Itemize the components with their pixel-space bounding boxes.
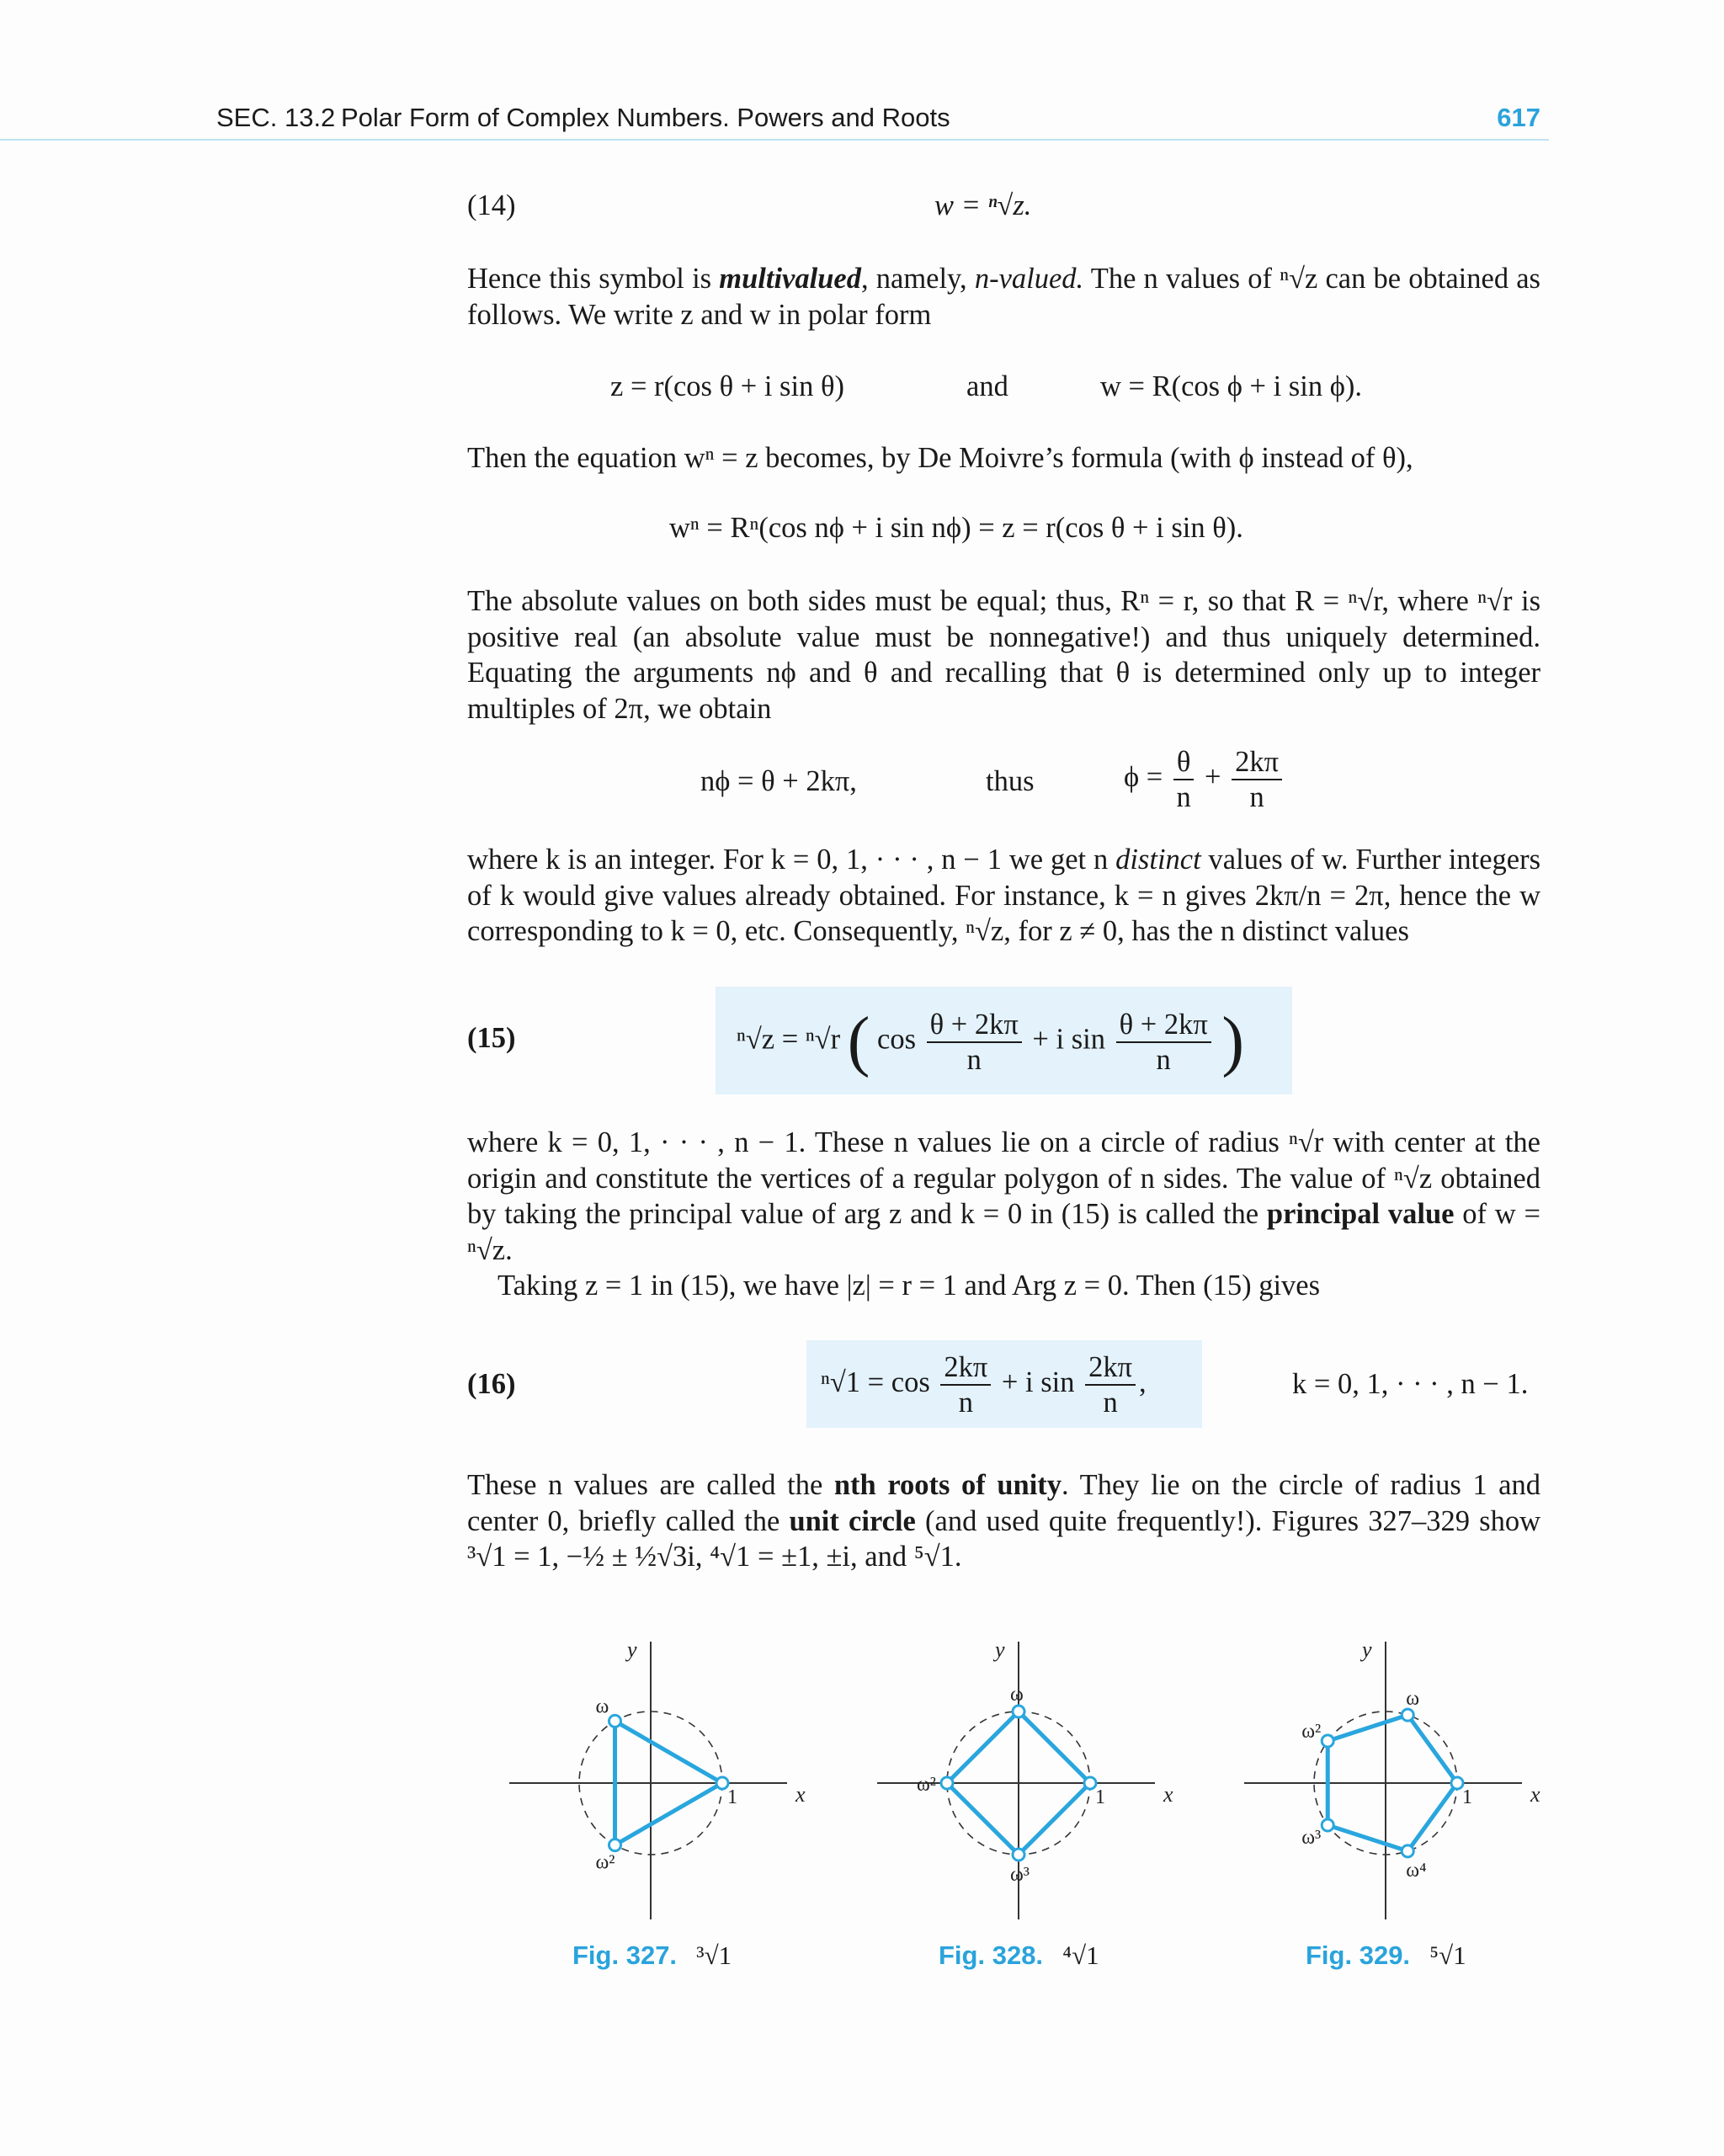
phi-label: ϕ =	[1124, 760, 1163, 793]
term-unit-circle: unit circle	[789, 1504, 916, 1537]
denominator: n	[1249, 781, 1264, 813]
paragraph-text: Then the equation wⁿ = z becomes, by De Moivre’s formula (with ϕ instead of θ),	[467, 442, 1413, 474]
denominator: n	[1176, 781, 1191, 813]
numerator: 2kπ	[1085, 1350, 1136, 1386]
root-vertex	[716, 1777, 728, 1789]
root-vertex	[1013, 1706, 1024, 1717]
fraction-theta-over-n	[1173, 745, 1195, 814]
root-vertex	[609, 1715, 621, 1727]
paragraph-3	[467, 583, 1540, 727]
paragraph-1	[467, 261, 1540, 333]
x-axis-label: x	[1530, 1782, 1540, 1807]
root-vertex	[609, 1839, 621, 1851]
equation-number: (14)	[467, 189, 516, 221]
page-number: 617	[1497, 103, 1540, 132]
vertex-label: ω	[595, 1696, 609, 1718]
equation-lhs: ⁿ√z = ⁿ√r	[737, 1023, 841, 1056]
figure-label: Fig. 328.	[939, 1940, 1044, 1970]
equation-de-moivre	[467, 512, 1540, 550]
y-axis-label: y	[995, 1637, 1005, 1662]
equation-w: w = R(cos ϕ + i sin ϕ).	[1100, 370, 1362, 402]
term-n-valued: n-valued.	[974, 263, 1084, 295]
section-number: SEC. 13.2	[216, 103, 336, 132]
right-paren: )	[1221, 1004, 1245, 1078]
paragraph-text: The absolute values on both sides must be equal; thus, Rⁿ = r, so that R = ⁿ√r, where ⁿ√r is positive real (an absolute value must be nonnegative!) and thus uniquely determined. Equating the arguments nϕ and θ and recalling that θ is determined only up to integer multiples of 2π, we obtain	[467, 585, 1540, 725]
isin-label: + i sin	[1032, 1023, 1105, 1056]
figure-327-caption	[572, 1940, 732, 1971]
denominator: n	[966, 1043, 982, 1076]
numerator: 2kπ	[940, 1350, 991, 1386]
equation-number: (16)	[467, 1368, 516, 1400]
paragraph-2	[467, 440, 1540, 476]
figure-327-cube-roots	[509, 1633, 821, 1919]
root-vertex	[1013, 1849, 1024, 1861]
equation-body	[821, 1350, 1147, 1419]
figure-expression: ⁵√1	[1429, 1940, 1466, 1970]
vertex-label: ω²	[1301, 1721, 1322, 1743]
x-axis-label: x	[795, 1782, 806, 1807]
equation-range: k = 0, 1, · · · , n − 1.	[1292, 1368, 1529, 1400]
fraction-2kpi	[940, 1350, 991, 1419]
vertex-label: 1	[1095, 1786, 1105, 1808]
text-run: where k = 0, 1, · · · , n − 1. These n values lie on a circle of radius ⁿ√r with center at the origin and constitute the vertices of a regular polygon of n sides. The value of ⁿ√z obtained by taking the principal value of arg z and k = 0 in (15) is called the	[467, 1126, 1540, 1230]
figure-328-fourth-roots	[877, 1633, 1189, 1919]
text-run: where k is an integer. For k = 0, 1, · · · , n − 1 we get n	[467, 844, 1116, 876]
figure-expression: ³√1	[696, 1940, 732, 1970]
root-vertex	[1322, 1819, 1333, 1831]
equation-text: wⁿ = Rⁿ(cos nϕ + i sin nϕ) = z = r(cos θ + i sin θ).	[669, 512, 1243, 544]
text-run: These n values are called the	[467, 1469, 834, 1501]
running-header	[216, 103, 1540, 141]
text-run: of w = ⁿ√z.	[467, 1198, 1540, 1266]
figure-expression: ⁴√1	[1062, 1940, 1099, 1970]
denominator: n	[958, 1387, 973, 1419]
y-axis-label: y	[1362, 1637, 1372, 1662]
numerator: θ + 2kπ	[1116, 1008, 1211, 1043]
text-run: , namely,	[860, 263, 975, 295]
figure-label: Fig. 329.	[1306, 1940, 1411, 1970]
paragraph-7	[467, 1467, 1540, 1575]
figure-329-caption	[1306, 1940, 1466, 1971]
vertex-label: 1	[1462, 1786, 1472, 1808]
vertex-label: ω³	[1301, 1826, 1322, 1849]
equation-phi	[1124, 745, 1285, 814]
comma: ,	[1139, 1365, 1147, 1398]
equation-left: nϕ = θ + 2kπ,	[700, 765, 857, 797]
y-axis-label: y	[627, 1637, 637, 1662]
equation-body	[737, 1003, 1244, 1080]
left-paren: (	[847, 1004, 870, 1078]
equation-number: (15)	[467, 1022, 516, 1054]
denominator: n	[1156, 1043, 1171, 1076]
vertex-label: ω³	[1010, 1864, 1030, 1886]
equation-formula: w = ⁿ√z.	[934, 189, 1032, 221]
vertex-label: ω	[1406, 1688, 1420, 1711]
figure-label: Fig. 327.	[572, 1940, 678, 1970]
figure-328-caption	[939, 1940, 1099, 1971]
fraction-2kpi-over-n	[1232, 745, 1282, 814]
equation-14	[467, 189, 1540, 227]
fraction-2kpi	[1085, 1350, 1136, 1419]
x-axis-label: x	[1163, 1782, 1173, 1807]
paragraph-4	[467, 842, 1540, 950]
root-vertex	[1402, 1709, 1413, 1721]
root-vertex	[1451, 1777, 1463, 1789]
vertex-label: ω	[1010, 1684, 1024, 1706]
term-principal-value: principal value	[1266, 1198, 1455, 1230]
equation-15	[467, 987, 1540, 1094]
vertex-label: 1	[727, 1786, 737, 1808]
figure-329-fifth-roots	[1244, 1633, 1556, 1919]
equation-16	[467, 1340, 1540, 1428]
header-rule	[0, 139, 1549, 141]
equation-thus: thus	[986, 765, 1035, 797]
cos-label: cos	[877, 1023, 916, 1056]
isin-label: + i sin	[1001, 1365, 1075, 1398]
section-title: Polar Form of Complex Numbers. Powers and Roots	[341, 103, 950, 132]
root-vertex	[1084, 1777, 1096, 1789]
numerator: 2kπ	[1232, 745, 1282, 780]
equation-and: and	[966, 370, 1008, 402]
denominator: n	[1103, 1387, 1118, 1419]
numerator: θ + 2kπ	[927, 1008, 1022, 1043]
term-distinct: distinct	[1115, 844, 1201, 876]
equation-polar-form	[467, 370, 1540, 408]
root-vertex	[1402, 1845, 1413, 1857]
equation-lhs: ⁿ√1 = cos	[821, 1365, 930, 1398]
numerator: θ	[1173, 745, 1195, 780]
text-run: Hence this symbol is	[467, 263, 720, 295]
fraction-arg	[1116, 1008, 1211, 1077]
equation-argument	[467, 745, 1540, 821]
term-multivalued: multivalued	[719, 263, 861, 295]
root-vertex	[1322, 1735, 1333, 1747]
paragraph-text: Taking z = 1 in (15), we have |z| = r = 1 and Arg z = 0. Then (15) gives	[498, 1270, 1321, 1302]
paragraph-5	[467, 1125, 1540, 1304]
vertex-label: ω⁴	[1406, 1859, 1427, 1882]
fraction-arg	[927, 1008, 1022, 1077]
vertex-label: ω²	[595, 1851, 615, 1874]
text-run: . They lie on the circle of radius 1 and center 0, briefly called the	[467, 1469, 1540, 1537]
plus-sign: +	[1205, 760, 1221, 793]
equation-z: z = r(cos θ + i sin θ)	[610, 370, 844, 402]
text-run: (and used quite frequently!). Figures 327–329 show ³√1 = 1, −½ ± ½√3i, ⁴√1 = ±1, ±i, and ⁵√1.	[467, 1504, 1541, 1573]
vertex-label: ω²	[917, 1774, 936, 1796]
term-nth-roots: nth roots of unity	[833, 1469, 1062, 1501]
text-run: The n values of ⁿ√z can be obtained as follows. We write z and w in polar form	[467, 263, 1540, 331]
text-run: values of w. Further integers of k would give values already obtained. For instance, k = n gives 2kπ/n = 2π, hence the w corresponding to k = 0, etc. Consequently, ⁿ√z, for z ≠ 0, has the n distinct values	[467, 844, 1540, 947]
root-vertex	[941, 1777, 953, 1789]
